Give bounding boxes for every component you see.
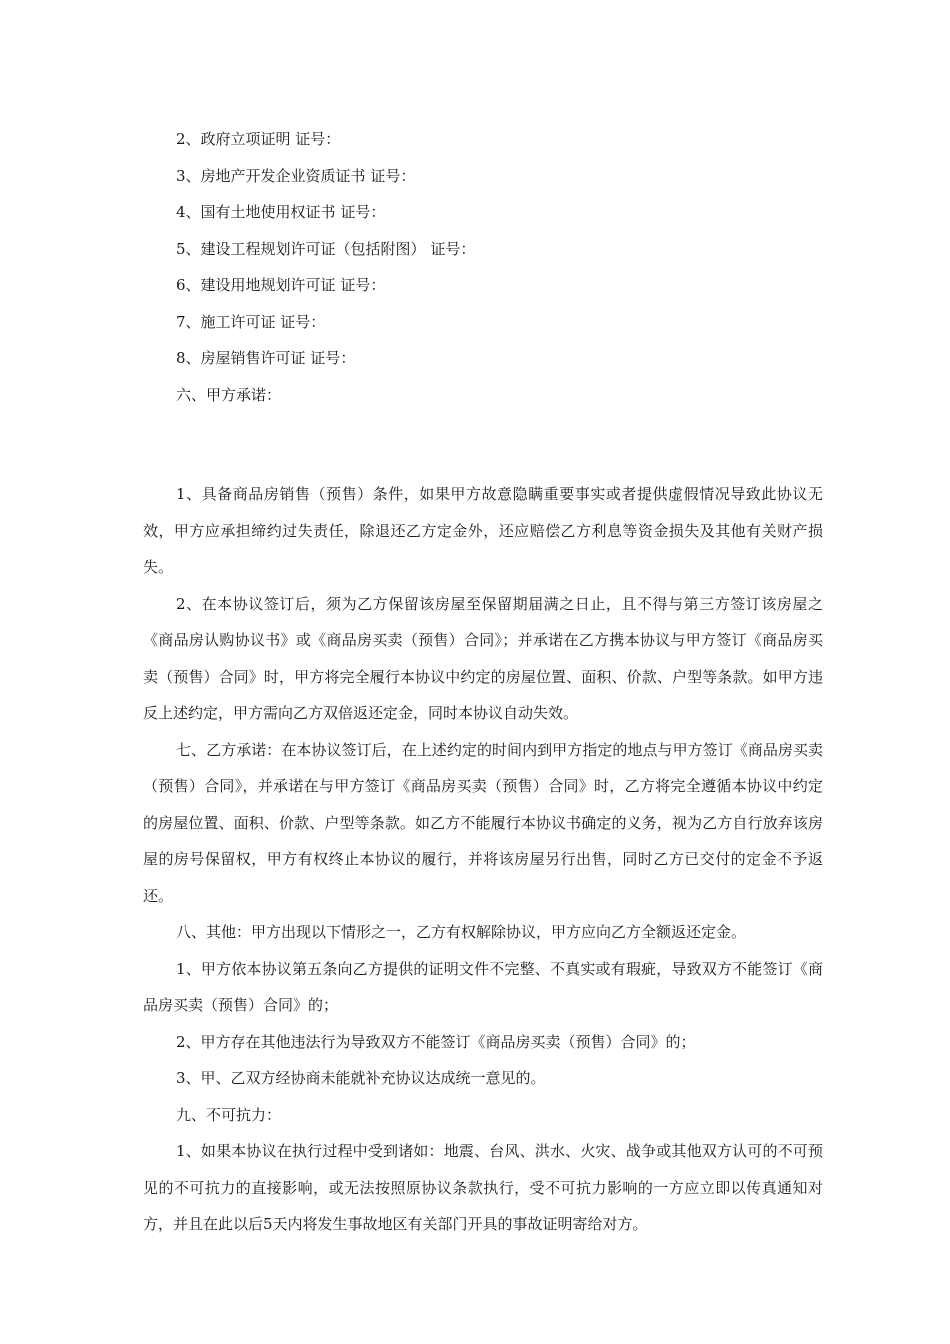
section6-item-2: 2、在本协议签订后，须为乙方保留该房屋至保留期届满之日止，且不得与第三方签订该房屋之《商品房认购协议书》或《商品房买卖（预售）合同》；并承诺在乙方携本协议与甲方签订《商品房买卖（预售）合同》时，甲方将完全履行本协议中约定的房屋位置、面积、价款、户型等条款。如甲方违反上述约定，甲方需向乙方双倍返还定金，同时本协议自动失效。 [143, 594, 823, 722]
certificate-item: 4、国有土地使用权证书 证号： [176, 203, 386, 221]
certificate-item: 7、施工许可证 证号： [176, 312, 326, 331]
section-heading-8: 八、其他：甲方出现以下情形之一，乙方有权解除协议，甲方应向乙方全额返还定金。 [176, 923, 747, 941]
section8-item-2: 2、甲方存在其他违法行为导致双方不能签订《商品房买卖（预售）合同》的； [176, 1032, 696, 1051]
section6-item-1: 1、具备商品房销售（预售）条件，如果甲方故意隐瞒重要事实或者提供虚假情况导致此协议无效，甲方应承担缔约过失责任，除退还乙方定金外，还应赔偿乙方利息等资金损失及其他有关财产损失。 [143, 485, 823, 576]
section-heading-6: 六、甲方承诺： [176, 385, 282, 404]
certificate-item: 8、房屋销售许可证 证号： [176, 349, 356, 367]
section7-paragraph: 七、乙方承诺：在本协议签订后，在上述约定的时间内到甲方指定的地点与甲方签订《商品房买卖（预售）合同》，并承诺在与甲方签订《商品房买卖（预售）合同》时，乙方将完全遵循本协议中约定的房屋位置、面积、价款、户型等条款。如乙方不能履行本协议书确定的义务，视为乙方自行放弃该房屋的房号保留权，甲方有权终止本协议的履行，并将该房屋另行出售，同时乙方已交付的定金不予返还。 [143, 740, 823, 905]
section8-item-3: 3、甲、乙双方经协商未能就补充协议达成统一意见的。 [176, 1069, 546, 1087]
document-body [143, 121, 823, 1243]
certificate-item: 3、房地产开发企业资质证书 证号： [176, 166, 416, 185]
section8-item-1: 1、甲方依本协议第五条向乙方提供的证明文件不完整、不真实或有瑕疵，导致双方不能签订《商品房买卖（预售）合同》的； [143, 959, 823, 1014]
certificate-item: 6、建设用地规划许可证 证号： [176, 276, 386, 294]
section-heading-9: 九、不可抗力： [176, 1105, 282, 1124]
certificate-item: 5、建设工程规划许可证（包括附图） 证号： [176, 239, 476, 258]
certificate-item: 2、政府立项证明 证号： [176, 130, 341, 148]
blank-spacer [143, 413, 823, 476]
section9-item-1: 1、如果本协议在执行过程中受到诸如：地震、台风、洪水、火灾、战争或其他双方认可的不可预见的不可抗力的直接影响，或无法按照原协议条款执行，受不可抗力影响的一方应立即以传真通知对方，并且在此以后5天内将发生事故地区有关部门开具的事故证明寄给对方。 [143, 1142, 823, 1233]
